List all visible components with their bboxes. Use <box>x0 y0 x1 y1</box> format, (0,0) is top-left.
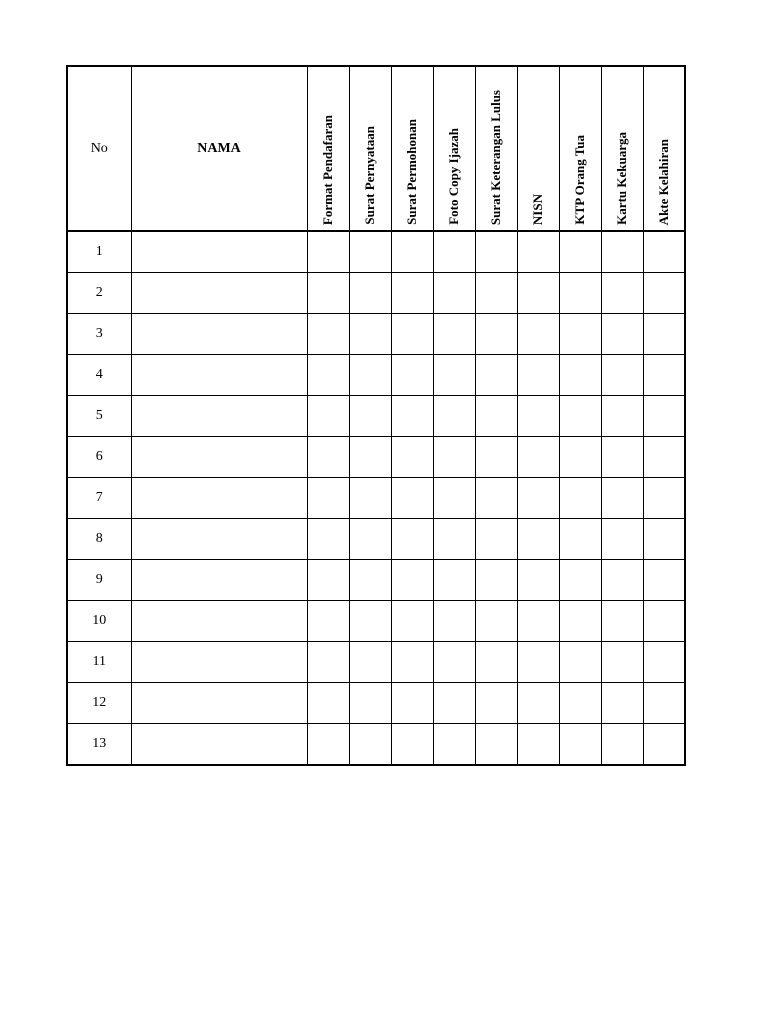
row-number-cell: 8 <box>67 519 131 560</box>
table-row <box>67 642 685 683</box>
document-check-cell <box>517 273 559 314</box>
document-check-cell <box>307 478 349 519</box>
document-check-cell <box>433 437 475 478</box>
document-check-cell <box>307 560 349 601</box>
document-check-cell <box>601 642 643 683</box>
document-check-cell <box>559 478 601 519</box>
row-number-cell: 2 <box>67 273 131 314</box>
document-check-cell <box>559 355 601 396</box>
row-number-cell: 4 <box>67 355 131 396</box>
document-check-cell <box>433 231 475 273</box>
document-check-cell <box>307 437 349 478</box>
document-check-cell <box>475 560 517 601</box>
table-row <box>67 519 685 560</box>
document-check-cell <box>643 355 685 396</box>
document-check-cell <box>391 642 433 683</box>
row-number-cell: 11 <box>67 642 131 683</box>
document-check-cell <box>517 683 559 724</box>
document-check-cell <box>475 683 517 724</box>
document-check-cell <box>307 396 349 437</box>
row-number-cell: 13 <box>67 724 131 766</box>
name-cell <box>131 273 307 314</box>
document-check-cell <box>307 683 349 724</box>
name-cell <box>131 601 307 642</box>
document-check-cell <box>307 642 349 683</box>
name-cell <box>131 519 307 560</box>
document-check-cell <box>559 273 601 314</box>
row-number-cell: 3 <box>67 314 131 355</box>
document-check-cell <box>475 396 517 437</box>
document-check-cell <box>601 683 643 724</box>
document-check-cell <box>391 437 433 478</box>
column-header-label: Akte Kelahiran <box>655 138 671 225</box>
document-check-cell <box>391 724 433 766</box>
document-check-cell <box>643 478 685 519</box>
table-row <box>67 231 685 273</box>
column-header-format-pendafaran <box>307 66 349 231</box>
document-check-cell <box>433 642 475 683</box>
document-check-cell <box>307 355 349 396</box>
document-check-cell <box>601 355 643 396</box>
document-check-cell <box>517 355 559 396</box>
table-row <box>67 601 685 642</box>
document-check-cell <box>643 314 685 355</box>
column-header-nisn <box>517 66 559 231</box>
document-check-cell <box>643 519 685 560</box>
document-check-cell <box>433 273 475 314</box>
column-header-label: Format Pendafaran <box>320 114 335 225</box>
header-row <box>67 66 685 231</box>
document-check-cell <box>349 519 391 560</box>
document-check-cell <box>307 231 349 273</box>
document-check-cell <box>475 231 517 273</box>
table-row <box>67 314 685 355</box>
document-check-cell <box>517 519 559 560</box>
name-cell <box>131 683 307 724</box>
name-cell <box>131 437 307 478</box>
column-header-name: NAMA <box>131 66 307 231</box>
document-check-cell <box>433 478 475 519</box>
column-header-kartu-kekuarga <box>601 66 643 231</box>
document-check-cell <box>517 560 559 601</box>
table-row <box>67 724 685 766</box>
document-check-cell <box>349 642 391 683</box>
table-row <box>67 560 685 601</box>
document-check-cell <box>475 273 517 314</box>
name-cell <box>131 396 307 437</box>
document-check-cell <box>349 683 391 724</box>
document-check-cell <box>391 396 433 437</box>
document-check-cell <box>643 231 685 273</box>
column-header-label: Surat Permohonan <box>404 119 419 225</box>
document-check-cell <box>349 437 391 478</box>
column-header-label: KTP Orang Tua <box>572 135 587 225</box>
document-check-cell <box>601 519 643 560</box>
document-check-cell <box>643 601 685 642</box>
name-cell <box>131 478 307 519</box>
name-cell <box>131 314 307 355</box>
column-header-label: Foto Copy Ijazah <box>446 128 461 225</box>
document-check-cell <box>643 437 685 478</box>
document-check-cell <box>307 601 349 642</box>
document-check-cell <box>475 724 517 766</box>
document-check-cell <box>391 355 433 396</box>
document-check-cell <box>601 273 643 314</box>
document-check-cell <box>391 314 433 355</box>
document-check-cell <box>433 396 475 437</box>
document-check-cell <box>391 231 433 273</box>
row-number-cell: 5 <box>67 396 131 437</box>
name-cell <box>131 560 307 601</box>
document-check-cell <box>559 437 601 478</box>
document-check-cell <box>307 724 349 766</box>
document-check-cell <box>643 396 685 437</box>
document-check-cell <box>349 601 391 642</box>
document-check-cell <box>643 683 685 724</box>
document-check-cell <box>349 560 391 601</box>
document-check-cell <box>349 231 391 273</box>
row-number-cell: 7 <box>67 478 131 519</box>
column-header-label: Surat Keterangan Lulus <box>488 89 503 225</box>
document-check-cell <box>559 396 601 437</box>
document-check-cell <box>601 478 643 519</box>
column-header-akte-kelahiran <box>643 66 685 231</box>
name-cell <box>131 355 307 396</box>
document-check-cell <box>391 601 433 642</box>
document-check-cell <box>307 519 349 560</box>
column-header-surat-keterangan-lulus <box>475 66 517 231</box>
document-check-cell <box>307 314 349 355</box>
document-check-cell <box>601 396 643 437</box>
row-number-cell: 12 <box>67 683 131 724</box>
row-number-cell: 6 <box>67 437 131 478</box>
name-cell <box>131 724 307 766</box>
document-check-cell <box>433 519 475 560</box>
column-header-label: Surat Pernyataan <box>362 126 377 225</box>
column-header-no: No <box>67 66 131 231</box>
document-check-cell <box>433 683 475 724</box>
document-check-cell <box>559 519 601 560</box>
document-check-cell <box>475 519 517 560</box>
document-check-cell <box>601 560 643 601</box>
row-number-cell: 9 <box>67 560 131 601</box>
document-check-cell <box>391 683 433 724</box>
document-check-cell <box>391 519 433 560</box>
table-row <box>67 355 685 396</box>
column-header-surat-permohonan <box>391 66 433 231</box>
document-check-cell <box>601 724 643 766</box>
document-check-cell <box>307 273 349 314</box>
document-check-cell <box>475 478 517 519</box>
document-check-cell <box>559 642 601 683</box>
document-check-cell <box>349 478 391 519</box>
document-check-cell <box>559 560 601 601</box>
name-cell <box>131 642 307 683</box>
document-check-cell <box>349 314 391 355</box>
document-check-cell <box>601 231 643 273</box>
document-check-cell <box>643 560 685 601</box>
document-check-cell <box>517 437 559 478</box>
document-checklist-table <box>66 65 686 766</box>
document-check-cell <box>643 642 685 683</box>
table-body <box>67 231 685 765</box>
document-check-cell <box>559 601 601 642</box>
document-check-cell <box>349 273 391 314</box>
document-check-cell <box>601 601 643 642</box>
document-check-cell <box>517 601 559 642</box>
document-check-cell <box>475 314 517 355</box>
document-check-cell <box>559 724 601 766</box>
column-header-foto-copy-ijazah <box>433 66 475 231</box>
column-header-label: Kartu Kekuarga <box>614 132 629 225</box>
document-check-cell <box>433 560 475 601</box>
document-check-cell <box>349 355 391 396</box>
column-header-surat-pernyataan <box>349 66 391 231</box>
table-row <box>67 273 685 314</box>
document-check-cell <box>559 314 601 355</box>
table-row <box>67 683 685 724</box>
document-check-cell <box>517 724 559 766</box>
document-check-cell <box>643 724 685 766</box>
document-check-cell <box>433 355 475 396</box>
document-check-cell <box>475 601 517 642</box>
column-header-ktp-orang-tua <box>559 66 601 231</box>
name-cell <box>131 231 307 273</box>
document-check-cell <box>349 396 391 437</box>
document-check-cell <box>475 355 517 396</box>
document-check-cell <box>391 478 433 519</box>
document-check-cell <box>517 478 559 519</box>
document-check-cell <box>349 724 391 766</box>
document-check-cell <box>559 231 601 273</box>
document-check-cell <box>643 273 685 314</box>
table-row <box>67 396 685 437</box>
row-number-cell: 10 <box>67 601 131 642</box>
table-row <box>67 478 685 519</box>
document-check-cell <box>475 437 517 478</box>
table-row <box>67 437 685 478</box>
document-check-cell <box>601 437 643 478</box>
document-check-cell <box>391 560 433 601</box>
row-number-cell: 1 <box>67 231 131 273</box>
document-check-cell <box>517 314 559 355</box>
document-check-cell <box>559 683 601 724</box>
document-check-cell <box>601 314 643 355</box>
document-check-cell <box>433 314 475 355</box>
document-check-cell <box>433 724 475 766</box>
column-header-label: NISN <box>530 193 545 225</box>
document-check-cell <box>517 642 559 683</box>
document-check-cell <box>391 273 433 314</box>
document-check-cell <box>475 642 517 683</box>
document-check-cell <box>517 231 559 273</box>
document-check-cell <box>517 396 559 437</box>
document-check-cell <box>433 601 475 642</box>
